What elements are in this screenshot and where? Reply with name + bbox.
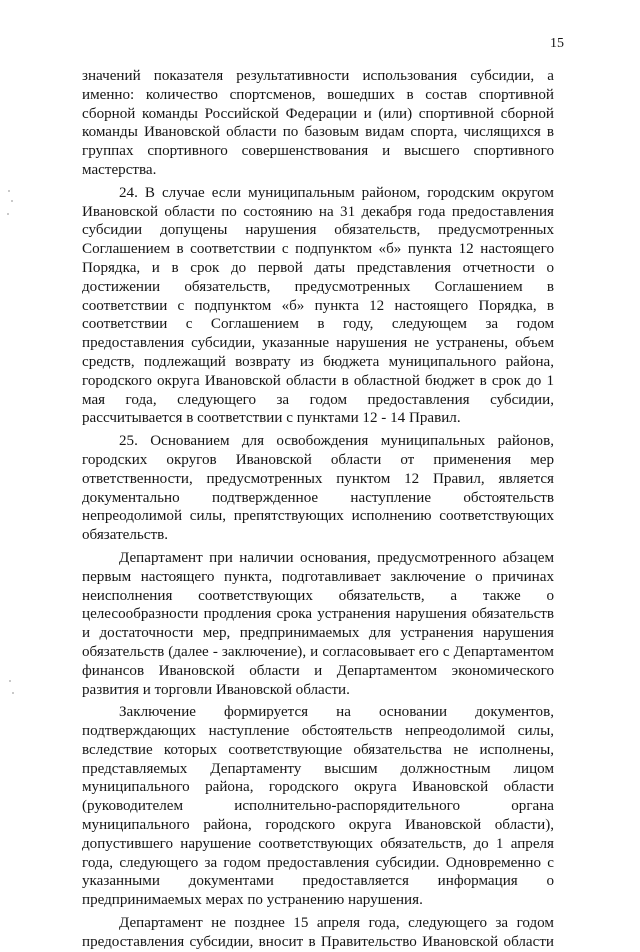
scan-speck xyxy=(7,213,9,215)
paragraph-item-24: 24. В случае если муниципальным районом, городским округом Ивановской области по состоянию на 31 декабря года предоставления субсидии допущены нарушения обязательств, предусмотренных Соглашением в соответствии с подпунктом «б» пункта 12 настоящего Порядка, и в срок до первой даты представления отчетности о достижении обязательств, предусмотренных Соглашением в соответствии с подпунктом «б» пункта 12 настоящего Порядка, в соответствии с Соглашением в году, следующем за годом предоставления субсидии, указанные нарушения не устранены, объем средств, подлежащий возврату из бюджета муниципального района, городского округа Ивановской области в областной бюджет в срок до 1 мая года, следующего за годом предоставления субсидии, рассчитывается в соответствии с пунктами 12 - 14 Правил. xyxy=(82,184,554,427)
scan-speck xyxy=(9,680,11,682)
paragraph-department-conclusion: Департамент при наличии основания, предусмотренного абзацем первым настоящего пункта, подготавливает заключение о причинах неисполнения соответствующих обязательств, а также о целесообразности продления срока устранения нарушения обязательств и достаточности мер, предпринимаемых для устранения нарушения обязательств (далее - заключение), и согласовывает его с Департаментом финансов Ивановской области и Департаментом экономического развития и торговли Ивановской области. xyxy=(82,549,554,698)
scan-speck xyxy=(12,692,14,694)
paragraph-item-25: 25. Основанием для освобождения муниципальных районов, городских округов Ивановской области от применения мер ответственности, предусмотренных пунктом 12 Правил, является документально подтвержденное наступление обстоятельств непреодолимой силы, препятствующих исполнению соответствующих обязательств. xyxy=(82,433,554,544)
paragraph-department-deadline: Департамент не позднее 15 апреля года, следующего за годом предоставления субсидии, вносит в Правительство Ивановской области xyxy=(82,915,554,950)
scan-speck xyxy=(8,190,10,192)
scan-speck xyxy=(11,200,13,202)
document-body xyxy=(82,67,554,952)
paragraph-conclusion-basis: Заключение формируется на основании документов, подтверждающих наступление обстоятельств непреодолимой силы, вследствие которых соответствующие обязательства не исполнены, представляемых Департаменту высшим должностным лицом муниципального района, городского округа Ивановской области (руководителем исполнительно-распорядительного органа муниципального района, городского округа Ивановской области), допустившего нарушение соответствующих обязательств, до 1 апреля года, следующего за годом предоставления субсидии. Одновременно с указанными документами предоставляется информация о предпринимаемых мерах по устранению нарушения. xyxy=(82,704,554,909)
paragraph-continuation: значений показателя результативности использования субсидии, а именно: количество спортсменов, вошедших в состав спортивной сборной команды Российской Федерации и (или) спортивной сборной команды Ивановской области по базовым видам спорта, числящихся в группах спортивного совершенствования и высшего спортивного мастерства. xyxy=(82,68,554,178)
page-number: 15 xyxy=(550,36,564,51)
